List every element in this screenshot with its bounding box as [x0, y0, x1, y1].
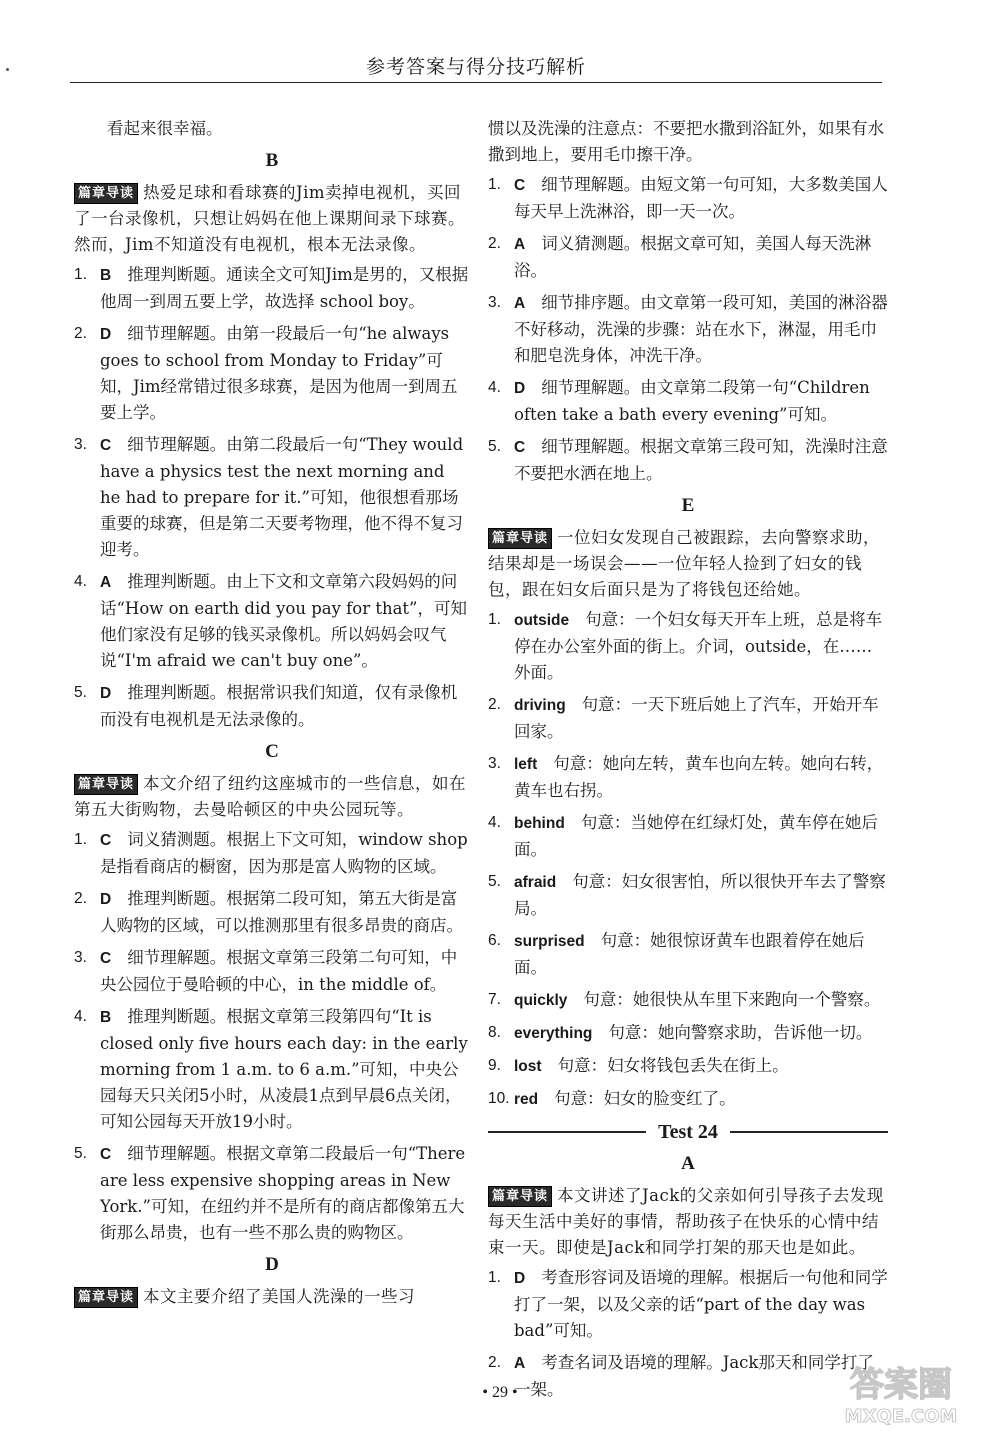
- answer-item: [74, 680, 470, 733]
- explanation: 句意：她向左转，黄车也向左转。她向右转，黄车也右拐。: [514, 754, 884, 800]
- answer-key: D: [514, 380, 526, 397]
- answer-key: B: [100, 267, 112, 284]
- answer-key: D: [100, 891, 112, 908]
- section-heading-a: A: [681, 1153, 695, 1174]
- watermark-graphic: [816, 1356, 986, 1428]
- answer-key: everything: [514, 1025, 593, 1042]
- answer-key: B: [100, 1009, 112, 1026]
- answer-item: [488, 1020, 888, 1047]
- section-heading-b: B: [265, 150, 279, 171]
- answer-item: [488, 375, 888, 428]
- guide-badge: 篇章导读: [488, 1186, 552, 1207]
- answer-key: A: [514, 236, 526, 253]
- answer-key: C: [100, 437, 112, 454]
- guide-text: 本文讲述了Jack的父亲如何引导孩子去发现每天生活中美好的事情，帮助孩子在快乐的心情中结束一天。即使是Jack和同学打架的那天也是如此。: [488, 1186, 884, 1257]
- explanation: 细节理解题。由短文第一句可知，大多数美国人每天早上洗淋浴，即一天一次。: [514, 175, 888, 221]
- intro-line: 看起来很幸福。: [107, 119, 223, 138]
- item-number: 2.: [74, 890, 87, 907]
- item-number: 1.: [488, 176, 501, 193]
- item-number: 3.: [488, 755, 501, 772]
- explanation: 细节理解题。根据文章第三段可知，洗澡时注意不要把水洒在地上。: [514, 437, 888, 483]
- item-number: 3.: [488, 294, 501, 311]
- explanation: 细节理解题。根据文章第二段最后一句“There are less expensive shopping areas in New York.”可知，在纽约并不是所有的商店都像第五大街那么昂贵，也有一些不那么贵的购物区。: [100, 1144, 466, 1242]
- item-number: 7.: [488, 991, 501, 1008]
- item-number: 1.: [488, 1269, 501, 1286]
- section-heading-e: E: [681, 495, 695, 516]
- answer-key: surprised: [514, 933, 585, 950]
- answer-key: left: [514, 756, 538, 773]
- answer-item: [488, 172, 888, 225]
- answer-item: [488, 607, 888, 686]
- item-number: 5.: [74, 684, 87, 701]
- item-number: 4.: [74, 1008, 87, 1025]
- guide-paragraph-a: [488, 1183, 888, 1261]
- page-number: • 29 •: [482, 1384, 518, 1401]
- watermark-bottom-text: MXQE.COM: [844, 1406, 958, 1427]
- answer-item: [488, 751, 888, 804]
- explanation: 句意：她很快从车里下来跑向一个警察。: [583, 990, 881, 1009]
- item-number: 6.: [488, 932, 501, 949]
- explanation: 词义猜测题。根据文章可知，美国人每天洗淋浴。: [514, 234, 872, 280]
- page-header-title: 参考答案与得分技巧解析: [365, 56, 586, 78]
- explanation: 句意：当她停在红绿灯处，黄车停在她后面。: [514, 813, 878, 859]
- guide-continuation: 惯以及洗澡的注意点：不要把水撒到浴缸外，如果有水撒到地上，要用毛巾擦干净。: [488, 119, 884, 164]
- guide-text: 本文介绍了纽约这座城市的一些信息，如在第五大街购物，去曼哈顿区的中央公园玩等。: [74, 774, 467, 819]
- answer-item: [74, 569, 470, 674]
- explanation: 细节排序题。由文章第一段可知，美国的淋浴器不好移动，洗澡的步骤：站在水下，淋湿，用毛巾和肥皂洗身体，冲洗干净。: [514, 293, 888, 365]
- guide-paragraph-e: [488, 525, 888, 603]
- explanation: 考查名词及语境的理解。Jack那天和同学打了一架。: [514, 1353, 874, 1399]
- answer-item: [488, 810, 888, 863]
- banner-rule-left: [488, 1131, 646, 1133]
- answer-item: [74, 886, 470, 939]
- explanation: 推理判断题。由上下文和文章第六段妈妈的问话“How on earth did you pay for that”，可知他们家没有足够的钱买录像机。所以妈妈会叹气说“I'm afraid we can't buy one”。: [100, 572, 467, 670]
- item-number: 4.: [74, 573, 87, 590]
- guide-paragraph-c: [74, 771, 470, 823]
- header-divider: [70, 82, 882, 83]
- answer-item: [74, 945, 470, 998]
- explanation: 句意：妇女将钱包丢失在街上。: [557, 1056, 789, 1075]
- banner-rule-right: [730, 1131, 888, 1133]
- item-number: 2.: [488, 1354, 501, 1371]
- answer-item: [488, 928, 888, 981]
- answer-item: [74, 1004, 470, 1135]
- answer-key: C: [100, 832, 112, 849]
- answer-key: D: [100, 685, 112, 702]
- explanation: 推理判断题。根据常识我们知道，仅有录像机而没有电视机是无法录像的。: [100, 683, 458, 729]
- item-number: 3.: [74, 436, 87, 453]
- watermark-top-text: 答案圈: [850, 1365, 952, 1405]
- answer-item: [74, 262, 470, 315]
- answer-item: [74, 1141, 470, 1246]
- answer-item: [74, 432, 470, 563]
- item-number: 2.: [488, 235, 501, 252]
- answer-key: A: [100, 574, 112, 591]
- item-number: 3.: [74, 949, 87, 966]
- answer-item: [488, 434, 888, 487]
- guide-badge: 篇章导读: [74, 774, 138, 795]
- explanation: 推理判断题。根据第二段可知，第五大街是富人购物的区域，可以推测那里有很多昂贵的商店。: [100, 889, 463, 935]
- explanation: 细节理解题。由第一段最后一句“he always goes to school from Monday to Friday”可知，Jim经常错过很多球赛，是因为他周一到周五要上学。: [100, 324, 458, 422]
- item-number: 1.: [488, 611, 501, 628]
- guide-text: 本文主要介绍了美国人洗澡的一些习: [143, 1287, 416, 1306]
- explanation: 细节理解题。由第二段最后一句“They would have a physics test the next morning and he had to prepare for it.”可知，他很想看那场重要的球赛，但是第二天要考物理，他不得不复习迎考。: [100, 435, 464, 559]
- guide-badge: 篇章导读: [74, 183, 138, 204]
- section-heading-c: C: [265, 741, 279, 762]
- answer-key: C: [100, 950, 112, 967]
- answer-key: driving: [514, 697, 566, 714]
- answer-item: [488, 231, 888, 284]
- answer-key: afraid: [514, 874, 557, 891]
- explanation: 细节理解题。由文章第二段第一句“Children often take a bath every evening”可知。: [514, 378, 870, 424]
- answer-key: lost: [514, 1058, 542, 1075]
- item-number: 2.: [74, 325, 87, 342]
- answer-key: A: [514, 1355, 526, 1372]
- item-number: 10.: [488, 1090, 510, 1107]
- answer-key: behind: [514, 815, 565, 832]
- answer-key: C: [514, 177, 526, 194]
- item-number: 8.: [488, 1024, 501, 1041]
- answer-key: A: [514, 295, 526, 312]
- answer-key: quickly: [514, 992, 568, 1009]
- item-number: 4.: [488, 379, 501, 396]
- explanation: 句意：她向警察求助，告诉他一切。: [608, 1023, 873, 1042]
- explanation: 推理判断题。根据文章第三段第四句“It is closed only five hours each day: in the early morning from 1 a.m. to 6 a.m.”可知，中央公园每天只关闭5小时，从凌晨1点到早晨6点关闭，可知公园每天开放19小时。: [100, 1007, 468, 1131]
- item-number: 1.: [74, 831, 87, 848]
- guide-badge: 篇章导读: [74, 1287, 138, 1308]
- answer-key: C: [100, 1146, 112, 1163]
- watermark-logo: [816, 1356, 986, 1428]
- answer-key: D: [100, 326, 112, 343]
- explanation: 句意：她很惊讶黄车也跟着停在她后面。: [514, 931, 865, 977]
- test-banner-label: Test 24: [658, 1121, 718, 1143]
- answer-key: C: [514, 439, 526, 456]
- item-number: 9.: [488, 1057, 501, 1074]
- answer-item: [488, 1086, 888, 1113]
- explanation: 词义猜测题。根据上下文可知，window shop是指看商店的橱窗，因为那是富人购物的区域。: [100, 830, 468, 876]
- answer-item: [488, 869, 888, 922]
- section-heading-d: D: [265, 1254, 279, 1275]
- explanation: 句意：妇女很害怕，所以很快开车去了警察局。: [514, 872, 886, 918]
- item-number: 5.: [74, 1145, 87, 1162]
- guide-paragraph-d: [74, 1284, 470, 1310]
- answer-item: [488, 1053, 888, 1080]
- right-column: [488, 116, 888, 1409]
- guide-text: 一位妇女发现自己被跟踪，去向警察求助，结果却是一场误会——一位年轻人捡到了妇女的钱包，跟在妇女后面只是为了将钱包还给她。: [488, 528, 881, 599]
- answer-key: outside: [514, 612, 570, 629]
- explanation: 句意：妇女的脸变红了。: [554, 1089, 736, 1108]
- left-column: [74, 116, 470, 1314]
- answer-item: [74, 321, 470, 426]
- item-number: 2.: [488, 696, 501, 713]
- guide-text: 热爱足球和看球赛的Jim卖掉电视机，买回了一台录像机，只想让妈妈在他上课期间录下球赛。然而，Jim不知道没有电视机，根本无法录像。: [74, 183, 465, 254]
- item-number: 5.: [488, 438, 501, 455]
- explanation: 推理判断题。通读全文可知Jim是男的，又根据他周一到周五要上学，故选择 school boy。: [100, 265, 469, 311]
- item-number: 4.: [488, 814, 501, 831]
- scan-speck: [6, 68, 9, 71]
- explanation: 句意：一天下班后她上了汽车，开始开车回家。: [514, 695, 879, 741]
- answer-item: [488, 1265, 888, 1344]
- test-banner: [488, 1119, 888, 1145]
- guide-paragraph-b: [74, 180, 470, 258]
- explanation: 考查形容词及语境的理解。根据后一句他和同学打了一架，以及父亲的话“part of the day was bad”可知。: [514, 1268, 888, 1340]
- answer-key: D: [514, 1270, 526, 1287]
- item-number: 1.: [74, 266, 87, 283]
- answer-item: [488, 692, 888, 745]
- guide-badge: 篇章导读: [488, 528, 552, 549]
- explanation: 句意：一个妇女每天开车上班，总是将车停在办公室外面的街上。介词，outside，在……外面。: [514, 610, 883, 682]
- item-number: 5.: [488, 873, 501, 890]
- answer-item: [488, 290, 888, 369]
- explanation: 细节理解题。根据文章第三段第二句可知，中央公园位于曼哈顿的中心，in the middle of。: [100, 948, 458, 994]
- answer-item: [488, 987, 888, 1014]
- answer-item: [74, 827, 470, 880]
- answer-key: red: [514, 1091, 539, 1108]
